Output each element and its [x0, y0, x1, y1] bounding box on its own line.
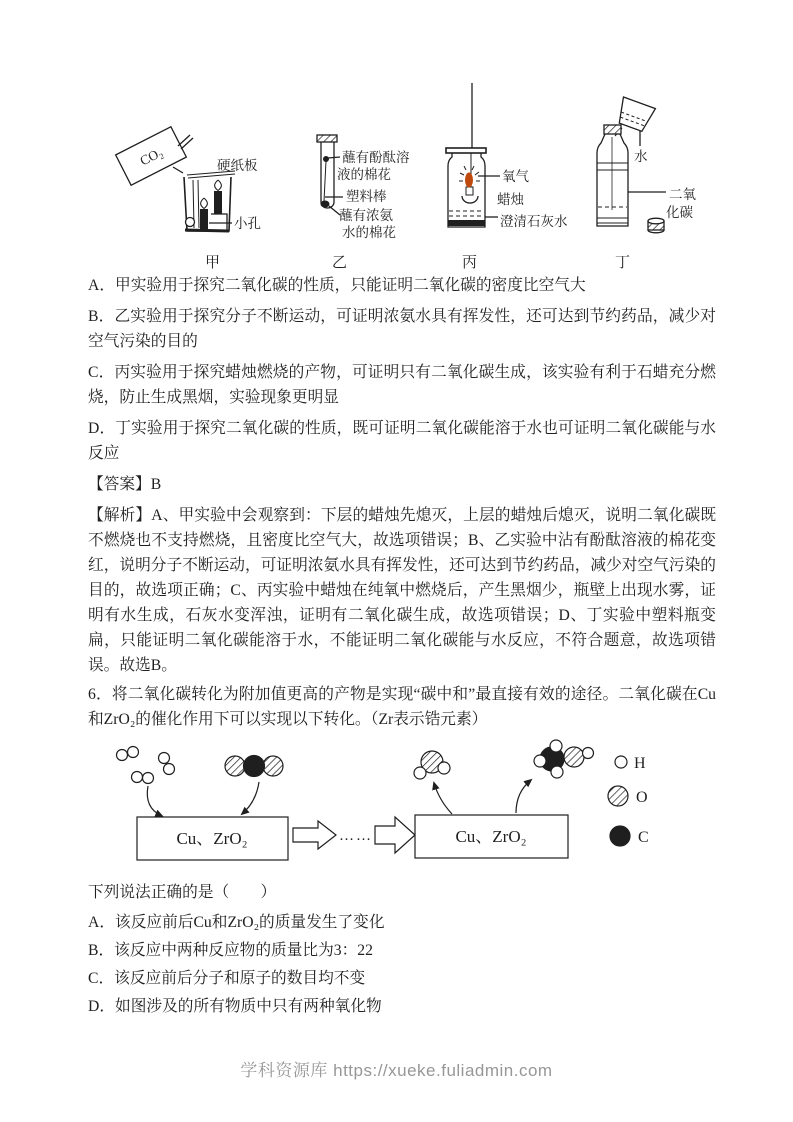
q5-option-b: B．乙实验用于探究分子不断运动，可证明浓氨水具有挥发性，还可达到节约药品，减少对空气污染的目的 [88, 308, 716, 350]
limewater-label: 澄清石灰水 [500, 214, 568, 229]
water-molecule [414, 751, 450, 779]
figure-ding-drawing [597, 97, 666, 233]
q6-prompt: 下列说法正确的是（ ） [88, 884, 277, 901]
figure-bing-drawing [446, 83, 500, 227]
figure-yi-name: 乙 [332, 255, 348, 270]
analysis-text: A、甲实验中会观察到：下层的蜡烛先熄灭，上层的蜡烛后熄灭，说明二氧化碳既不燃烧也不支持燃烧，且密度比空气大，故选项错误；B、乙实验中沾有酚酞溶液的棉花变红，说明分子不断运动，可证明浓氨水具有挥发性，还可达到节约药品，减少对空气污染的目的，故选项正确；C、丙实验中蜡烛在纯氧中燃烧后，产生黑烟少，瓶壁上出现水雾，证明有水生成，石灰水变浑浊，证明有二氧化碳生成，故选项错误；D、丁实验中塑料瓶变扁，只能证明二氧化碳能溶于水，不能证明二氧化碳能与水反应，不符合题意，故选项错误。故选B。 [88, 507, 717, 674]
question-content [88, 273, 716, 1022]
answer-tag: 【答案】 [88, 476, 151, 493]
figure-ding-name: 丁 [615, 255, 631, 270]
water-label: 水 [634, 149, 648, 164]
ammonia-cotton-label-line1: 蘸有浓氨 [339, 208, 393, 223]
carbon-dioxide-label-line1: 二氧 [669, 187, 696, 202]
catalyst-box-1-label: Cu、ZrO₂ [176, 829, 248, 848]
figure-jia-drawing [116, 127, 235, 231]
candle-label: 蜡烛 [497, 192, 524, 207]
q6-option-d: D．如图涉及的所有物质中只有两种氧化物 [88, 998, 382, 1015]
q5-analysis [88, 503, 716, 678]
arrow-into-box-left [147, 786, 162, 816]
q6-option-c: C．该反应前后分子和原子的数目均不变 [88, 970, 366, 987]
ammonia-cotton-label-line2: 水的棉花 [342, 225, 396, 240]
legend-h-label: H [634, 755, 646, 772]
arrow-out-left [434, 783, 452, 814]
q6-option-a: A．该反应前后Cu和ZrO₂的质量发生了变化 [88, 914, 385, 931]
q6-option-b: B．该反应中两种反应物的质量比为3：22 [88, 942, 373, 959]
co2-box-label: CO₂ [137, 144, 166, 169]
plastic-rod-label: 塑料棒 [346, 189, 387, 204]
legend-c-label: C [638, 829, 649, 846]
legend-o-circle [608, 786, 628, 806]
q5-option-c: C．丙实验用于探究蜡烛燃烧的产物，可证明只有二氧化碳生成，该实验有利于石蜡充分燃烧，防止生成黑烟，实验现象更明显 [88, 364, 716, 406]
carbon-dioxide-molecule [225, 756, 283, 777]
phenolphthalein-cotton-label-line1: 蘸有酚酞溶 [342, 150, 410, 165]
ellipsis-dots: …… [339, 828, 373, 844]
hollow-arrow-1 [293, 821, 336, 849]
experiment-figures [88, 80, 708, 270]
legend-h-circle [615, 756, 627, 768]
figure-bing-name: 丙 [462, 255, 478, 270]
legend-o-label: O [636, 789, 648, 806]
q6-molecular-diagram [88, 740, 716, 870]
q5-answer-line [88, 472, 716, 497]
small-hole-label: 小孔 [234, 216, 261, 231]
legend-symbols [608, 756, 630, 846]
cardboard-label: 硬纸板 [217, 158, 258, 173]
arrow-out-right [516, 780, 531, 813]
footer-watermark: 学科资源库 https://xueke.fuliadmin.com [240, 1061, 553, 1080]
phenolphthalein-cotton-label-line2: 液的棉花 [337, 167, 391, 182]
analysis-tag: 【解析】 [88, 507, 152, 524]
legend-c-circle [610, 826, 630, 846]
catalyst-box-2-label: Cu、ZrO₂ [455, 827, 527, 846]
methanol-molecule [534, 740, 594, 778]
arrow-into-box-right [242, 782, 259, 814]
hydrogen-molecules [117, 747, 175, 784]
q6-stem: 6．将二氧化碳转化为附加值更高的产物是实现“碳中和”最直接有效的途径。二氧化碳在Cu和ZrO₂的催化作用下可以实现以下转化。（Zr表示锆元素） [88, 686, 716, 728]
figure-jia-name: 甲 [205, 255, 221, 270]
answer-value: B [150, 476, 162, 493]
q5-option-d: D．丁实验用于探究二氧化碳的性质，既可证明二氧化碳能溶于水也可证明二氧化碳能与水反应 [88, 420, 716, 462]
hollow-arrow-2 [375, 817, 415, 853]
carbon-dioxide-label-line2: 化碳 [666, 205, 693, 220]
oxygen-label: 氧气 [502, 169, 529, 184]
q5-option-a: A．甲实验用于探究二氧化碳的性质，只能证明二氧化碳的密度比空气大 [88, 277, 586, 294]
candle-flame [465, 173, 473, 188]
